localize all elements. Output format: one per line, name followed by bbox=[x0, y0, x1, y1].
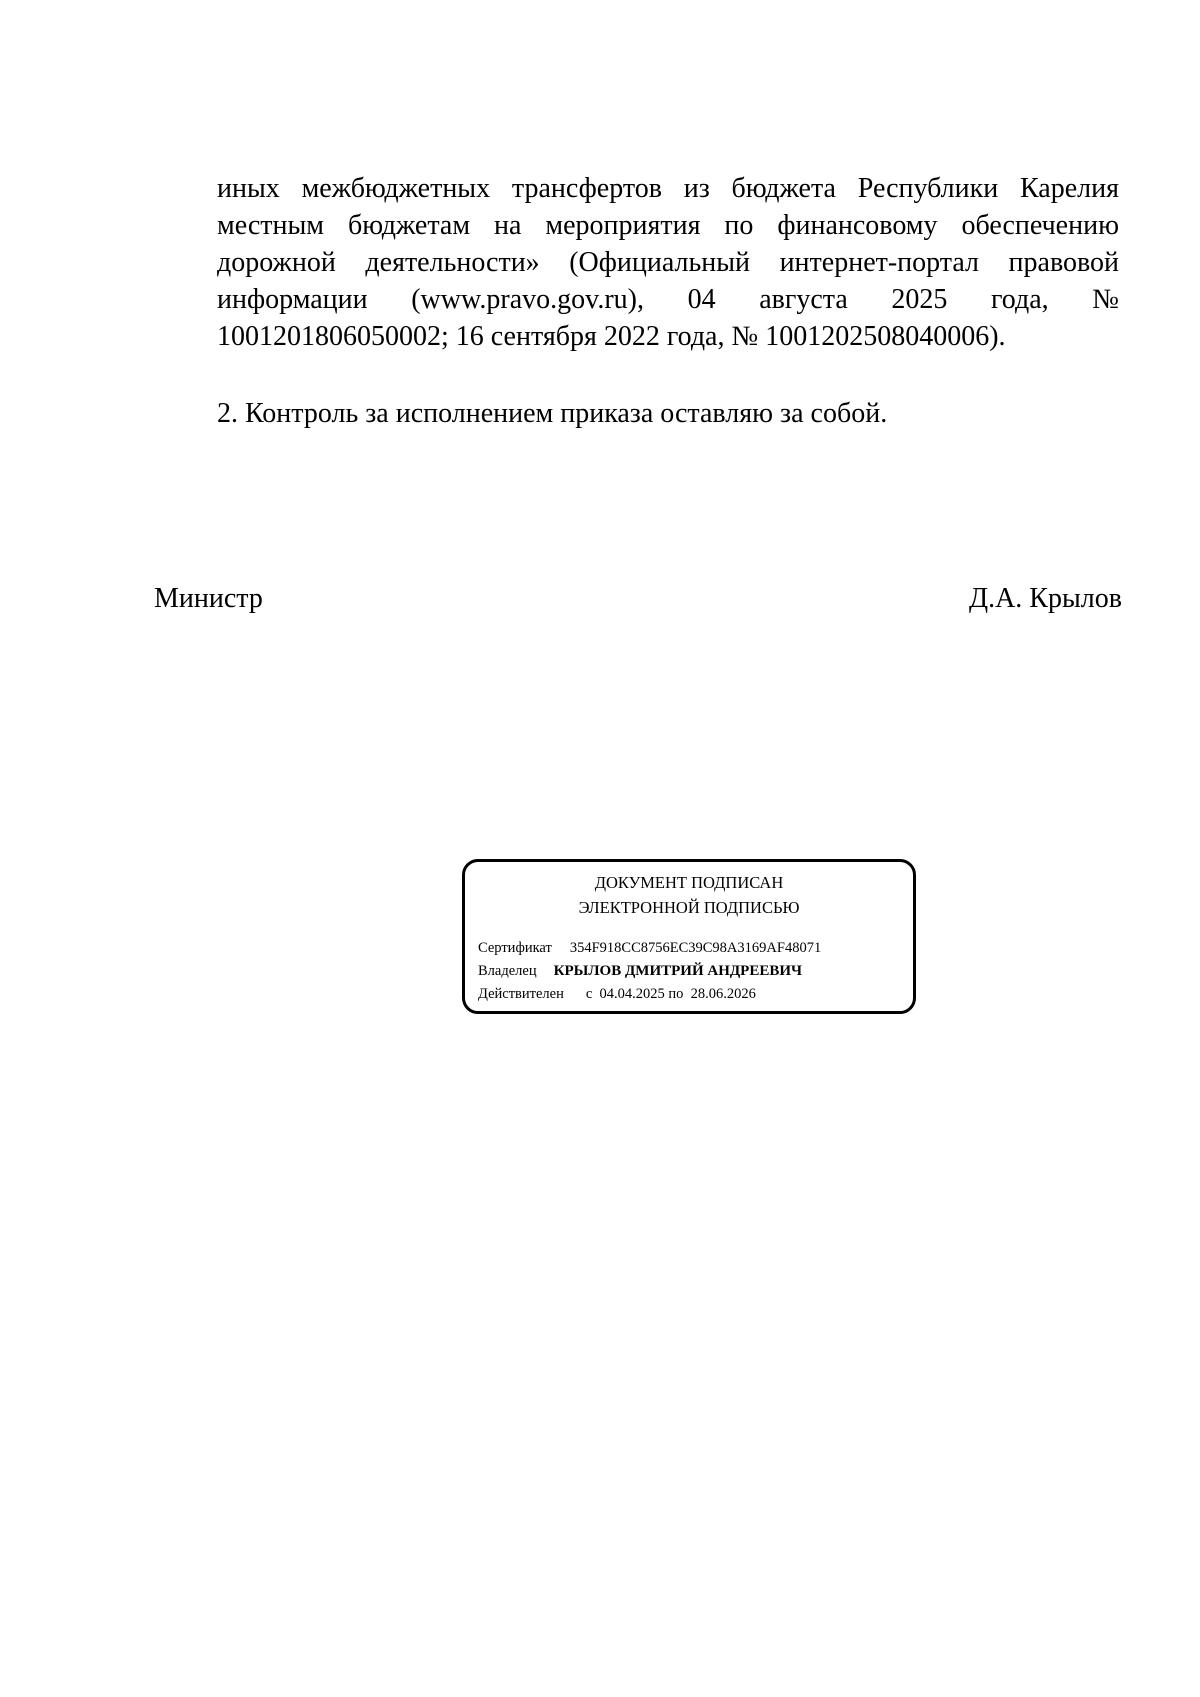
signatory-position: Министр bbox=[154, 583, 263, 614]
signatory-name: Д.А. Крылов bbox=[968, 583, 1122, 614]
paragraph-line: дорожной деятельности» (Официальный интернет-портал правовой bbox=[217, 247, 1119, 278]
paragraph-line: иных межбюджетных трансфертов из бюджета Республики Карелия bbox=[217, 173, 1119, 204]
stamp-owner-row bbox=[478, 961, 802, 981]
certificate-label: Сертификат bbox=[478, 940, 552, 956]
paragraph-1 bbox=[217, 170, 1119, 355]
owner-label: Владелец bbox=[478, 963, 537, 979]
paragraph-line: местным бюджетам на мероприятия по финансовому обеспечению bbox=[217, 210, 1119, 241]
stamp-title-line-2: ЭЛЕКТРОННОЙ ПОДПИСЬЮ bbox=[578, 898, 800, 917]
owner-value: КРЫЛОВ ДМИТРИЙ АНДРЕЕВИЧ bbox=[553, 963, 803, 979]
validity-value: с 04.04.2025 по 28.06.2026 bbox=[585, 986, 756, 1002]
electronic-signature-stamp bbox=[462, 859, 916, 1014]
stamp-certificate-row bbox=[478, 938, 821, 958]
paragraph-line: информации (www.pravo.gov.ru), 04 августа 2025 года, № bbox=[217, 284, 1119, 315]
paragraph-line: 1001201806050002; 16 сентября 2022 года, № 1001202508040006). bbox=[217, 321, 1006, 352]
certificate-value: 354F918CC8756EC39C98A3169AF48071 bbox=[569, 940, 822, 956]
stamp-validity-row bbox=[478, 984, 756, 1004]
stamp-title bbox=[465, 870, 913, 920]
paragraph-2: 2. Контроль за исполнением приказа оставляю за собой. bbox=[217, 398, 888, 429]
stamp-title-line-1: ДОКУМЕНТ ПОДПИСАН bbox=[594, 873, 784, 892]
signature-block bbox=[154, 580, 1122, 617]
validity-label: Действителен bbox=[478, 986, 564, 1002]
